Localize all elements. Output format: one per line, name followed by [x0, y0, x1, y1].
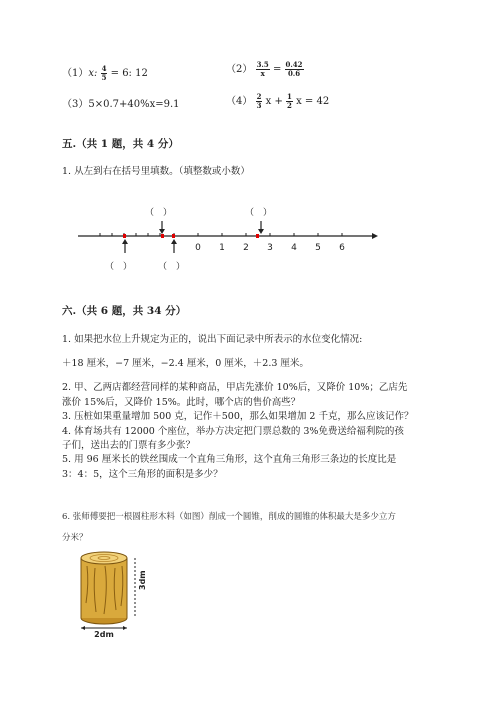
- question-4-line-2: 子们，送出去的门票有多少张？: [62, 440, 196, 451]
- height-label: 3dm: [138, 570, 147, 590]
- equation-2: （2） $\frac{3.5}{x}$ = $\frac{0.42}{0.6}$: [226, 60, 303, 78]
- arrow-up-head: [171, 239, 177, 244]
- equation-1: （1）x: $\frac{4}{5}$ = 6: 12: [62, 64, 148, 82]
- fraction: $\frac{3.5}{x}$: [256, 60, 269, 78]
- question-1: 1. 如果把水位上升规定为正的，说出下面记录中所表示的水位变化情况:: [62, 334, 363, 345]
- question-5-line-1: 5. 用 96 厘米长的铁丝围成一个直角三角形，这个直角三角形三条边的长度比是: [62, 454, 397, 465]
- fraction: $\frac{2}{3}$: [256, 92, 262, 110]
- fraction: $\frac{4}{5}$: [101, 64, 107, 82]
- question-2-line-1: 2. 甲、乙两店都经营同样的某种商品，甲店先涨价 10%后，又降价 10%；乙店先: [62, 382, 408, 393]
- red-point: [123, 234, 126, 238]
- equation-4: （4） $\frac{2}{3}$ x + $\frac{1}{2}$ x = 42: [226, 92, 330, 110]
- red-point: [161, 234, 164, 238]
- fraction: $\frac{0.42}{0.6}$: [285, 60, 303, 78]
- arrow-up-head: [122, 239, 128, 244]
- tick-label: 0: [195, 243, 201, 253]
- answer-bracket: （ ）: [158, 262, 186, 272]
- number-line-figure: [70, 195, 390, 275]
- arrow-down-head: [258, 229, 264, 234]
- number-line-arrowhead: [372, 233, 378, 239]
- cylinder-log-figure: [75, 548, 155, 638]
- answer-bracket: （ ）: [105, 262, 133, 272]
- variable-x: x:: [88, 68, 98, 79]
- question-2-line-2: 涨价 15%后，又降价 15%。此时，哪个店的售价高些？: [62, 397, 301, 408]
- tick-label: 1: [219, 243, 225, 253]
- tick-label: 3: [267, 243, 273, 253]
- section-5-title: 五.（共 1 题，共 4 分）: [62, 138, 179, 150]
- question-6-line-1: 6. 张师傅要把一根圆柱形木料（如图）削成一个圆锥，削成的圆锥的体积最大是多少立方: [62, 512, 396, 522]
- section-5-question-1: 1. 从左到右在括号里填数。（填整数或小数）: [62, 166, 250, 177]
- question-6-line-2: 分米？: [62, 533, 88, 543]
- red-point: [172, 234, 175, 238]
- tick-label: 6: [339, 243, 345, 253]
- log-top: [81, 552, 127, 564]
- diameter-label: 2dm: [94, 630, 114, 638]
- tick-label: 4: [291, 243, 297, 253]
- question-1-values: ＋18 厘米，−7 厘米，−2.4 厘米，0 厘米，＋2.3 厘米。: [62, 358, 309, 369]
- question-4-line-1: 4. 体育场共有 12000 个座位，举办方决定把门票总数的 3%免费送给福利院的孩: [62, 426, 404, 437]
- section-6-title: 六.（共 6 题，共 34 分）: [62, 305, 187, 317]
- tick-label: 5: [315, 243, 321, 253]
- answer-bracket: （ ）: [245, 208, 273, 218]
- question-3: 3. 压桩如果重量增加 500 克，记作＋500，那么如果增加 2 千克，那么应该记作？: [62, 411, 414, 422]
- fraction: $\frac{1}{2}$: [287, 92, 292, 110]
- tick-label: 2: [243, 243, 249, 253]
- equation-3: （3）5×0.7+40%x=9.1: [62, 99, 180, 110]
- question-5-line-2: 3：4：5，这个三角形的面积是多少？: [62, 469, 223, 480]
- red-point: [256, 234, 259, 238]
- answer-bracket: （ ）: [145, 208, 173, 218]
